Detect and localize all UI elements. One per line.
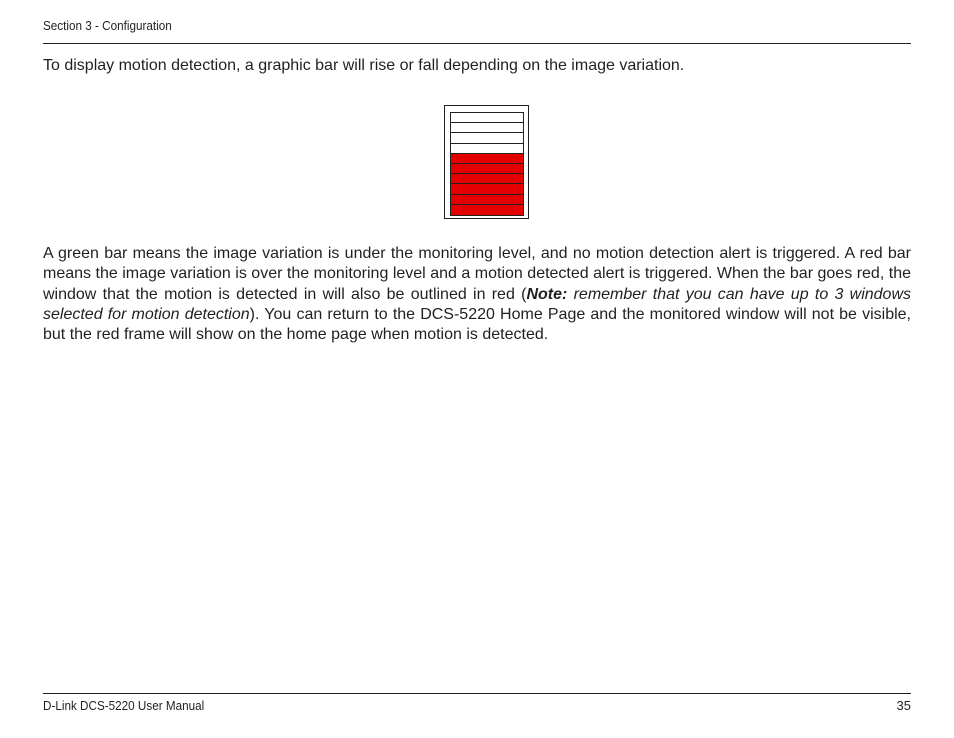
- manual-title: D-Link DCS-5220 User Manual: [43, 698, 205, 713]
- motion-level-segment: [451, 144, 523, 154]
- motion-level-segment: [451, 133, 523, 143]
- motion-level-segment: [451, 154, 523, 164]
- note-label: Note:: [526, 285, 568, 303]
- motion-level-widget: [444, 105, 529, 219]
- page-number: 35: [896, 698, 911, 713]
- motion-level-bar: [450, 112, 524, 216]
- motion-level-segment: [451, 123, 523, 133]
- intro-paragraph: To display motion detection, a graphic bar will rise or fall depending on the image variation.: [43, 57, 685, 74]
- header-rule: [43, 43, 911, 44]
- motion-level-segment: [451, 195, 523, 205]
- motion-level-segment: [451, 113, 523, 123]
- body-paragraph: [43, 244, 911, 345]
- motion-level-segment: [451, 164, 523, 174]
- motion-level-segment: [451, 184, 523, 194]
- footer-rule: [43, 693, 911, 694]
- motion-level-segment: [451, 174, 523, 184]
- body-text-part2: ). You can return to the DCS-5220 Home Page and the monitored window will not be visible, but the red frame will show on the home page when motion is detected.: [43, 305, 912, 344]
- note-text: remember that you can have up to 3 windows selected for motion detection: [43, 285, 911, 323]
- section-header: Section 3 - Configuration: [43, 18, 172, 33]
- body-text-part1: A green bar means the image variation is under the monitoring level, and no motion detection alert is triggered. A red bar means the image variation is over the monitoring level and a motion detected alert is triggered. When the bar goes red, the window that the motion is detected in will also be outlined in red (: [43, 245, 911, 303]
- motion-level-segment: [451, 205, 523, 215]
